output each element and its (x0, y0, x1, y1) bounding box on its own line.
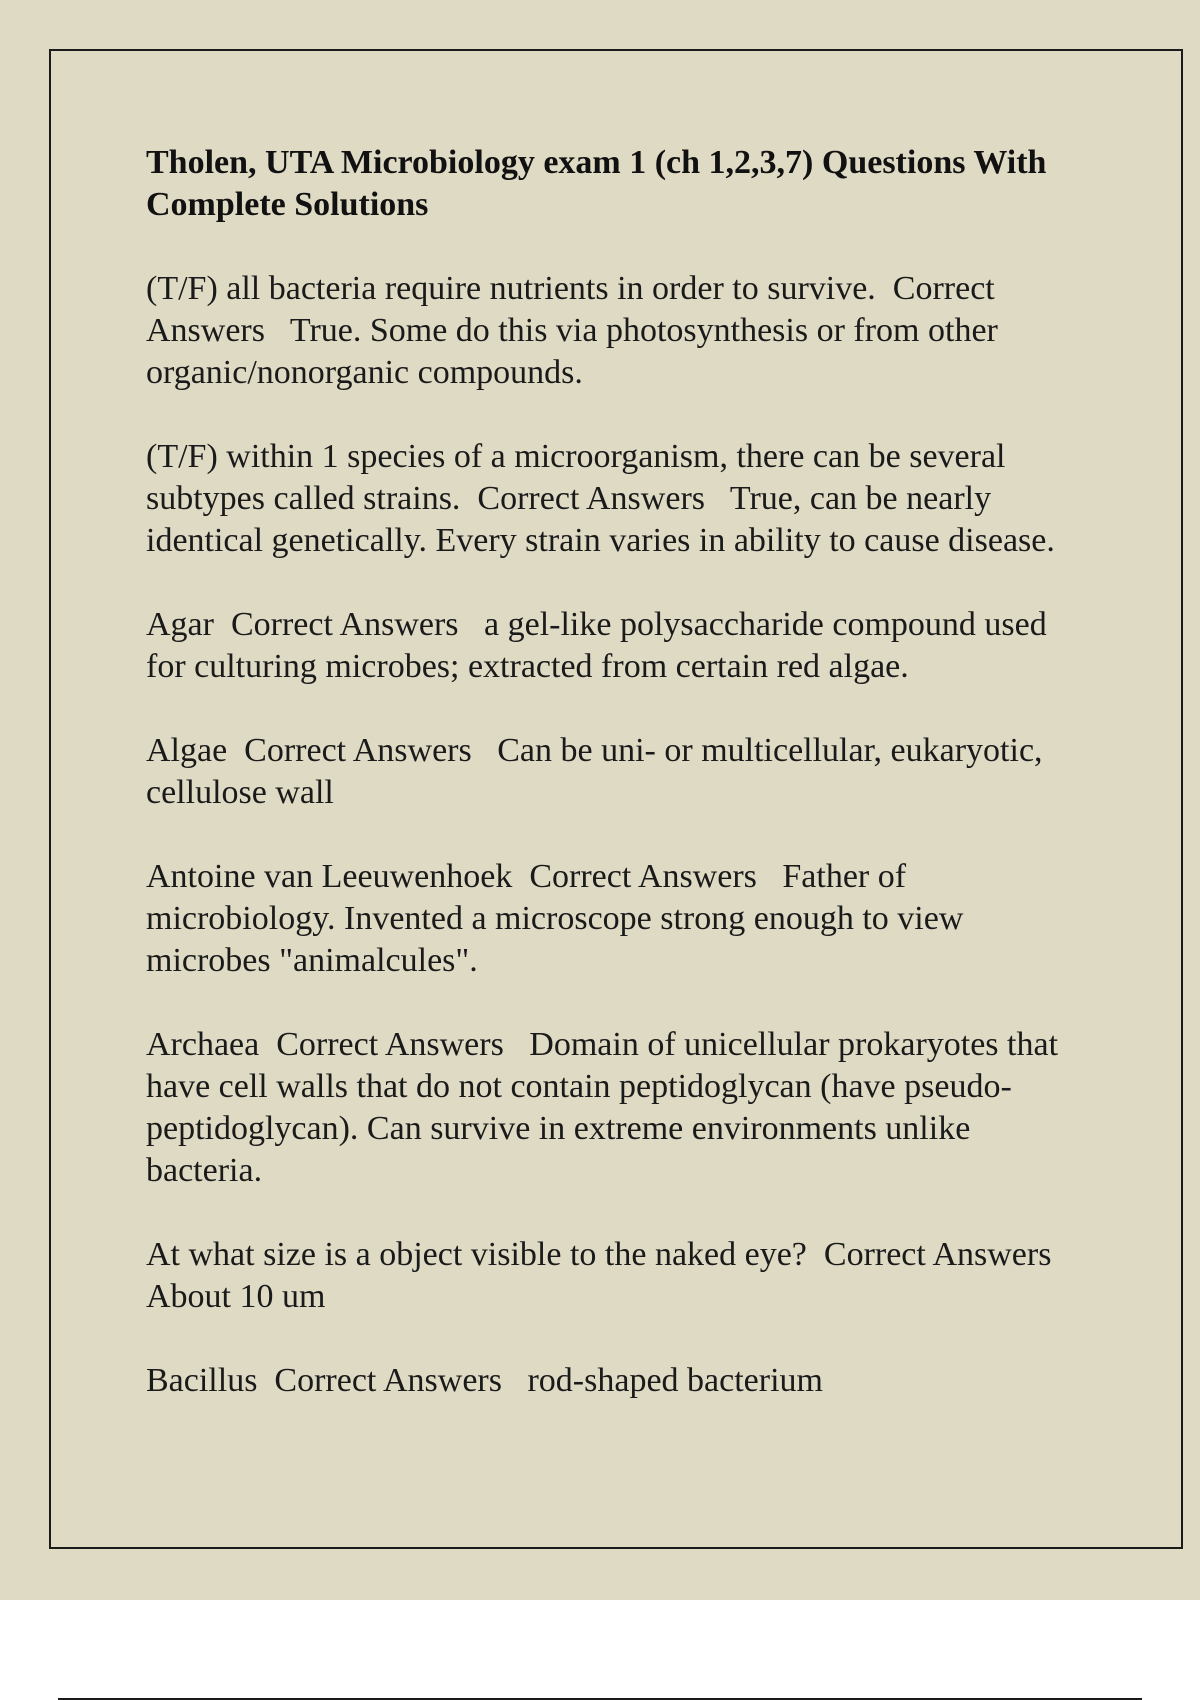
qa-entry-8: Bacillus Correct Answers rod-shaped bacterium (146, 1362, 823, 1399)
document-title: Tholen, UTA Microbiology exam 1 (ch 1,2,3,7) Questions With Complete Solutions (146, 144, 1047, 223)
document-content (146, 142, 1086, 1444)
qa-entry-6: Archaea Correct Answers Domain of unicellular prokaryotes that have cell walls that do not contain peptidoglycan (have pseudo-peptidoglycan). Can survive in extreme environments unlike bacteria. (146, 1026, 1067, 1189)
qa-entry-2: (T/F) within 1 species of a microorganism, there can be several subtypes called strains. Correct Answers True, can be nearly identical genetically. Every strain varies in ability to cause disease. (146, 438, 1055, 559)
qa-entry-1: (T/F) all bacteria require nutrients in order to survive. Correct Answers True. Some do this via photosynthesis or from other organic/nonorganic compounds. (146, 270, 1007, 391)
qa-entry-4: Algae Correct Answers Can be uni- or multicellular, eukaryotic, cellulose wall (146, 732, 1052, 811)
qa-entry-7: At what size is a object visible to the naked eye? Correct Answers About 10 um (146, 1236, 1076, 1315)
qa-entry-5: Antoine van Leeuwenhoek Correct Answers Father of microbiology. Invented a microscope strong enough to view microbes "animalcules". (146, 858, 972, 979)
qa-entry-3: Agar Correct Answers a gel-like polysaccharide compound used for culturing microbes; extracted from certain red algae. (146, 606, 1056, 685)
